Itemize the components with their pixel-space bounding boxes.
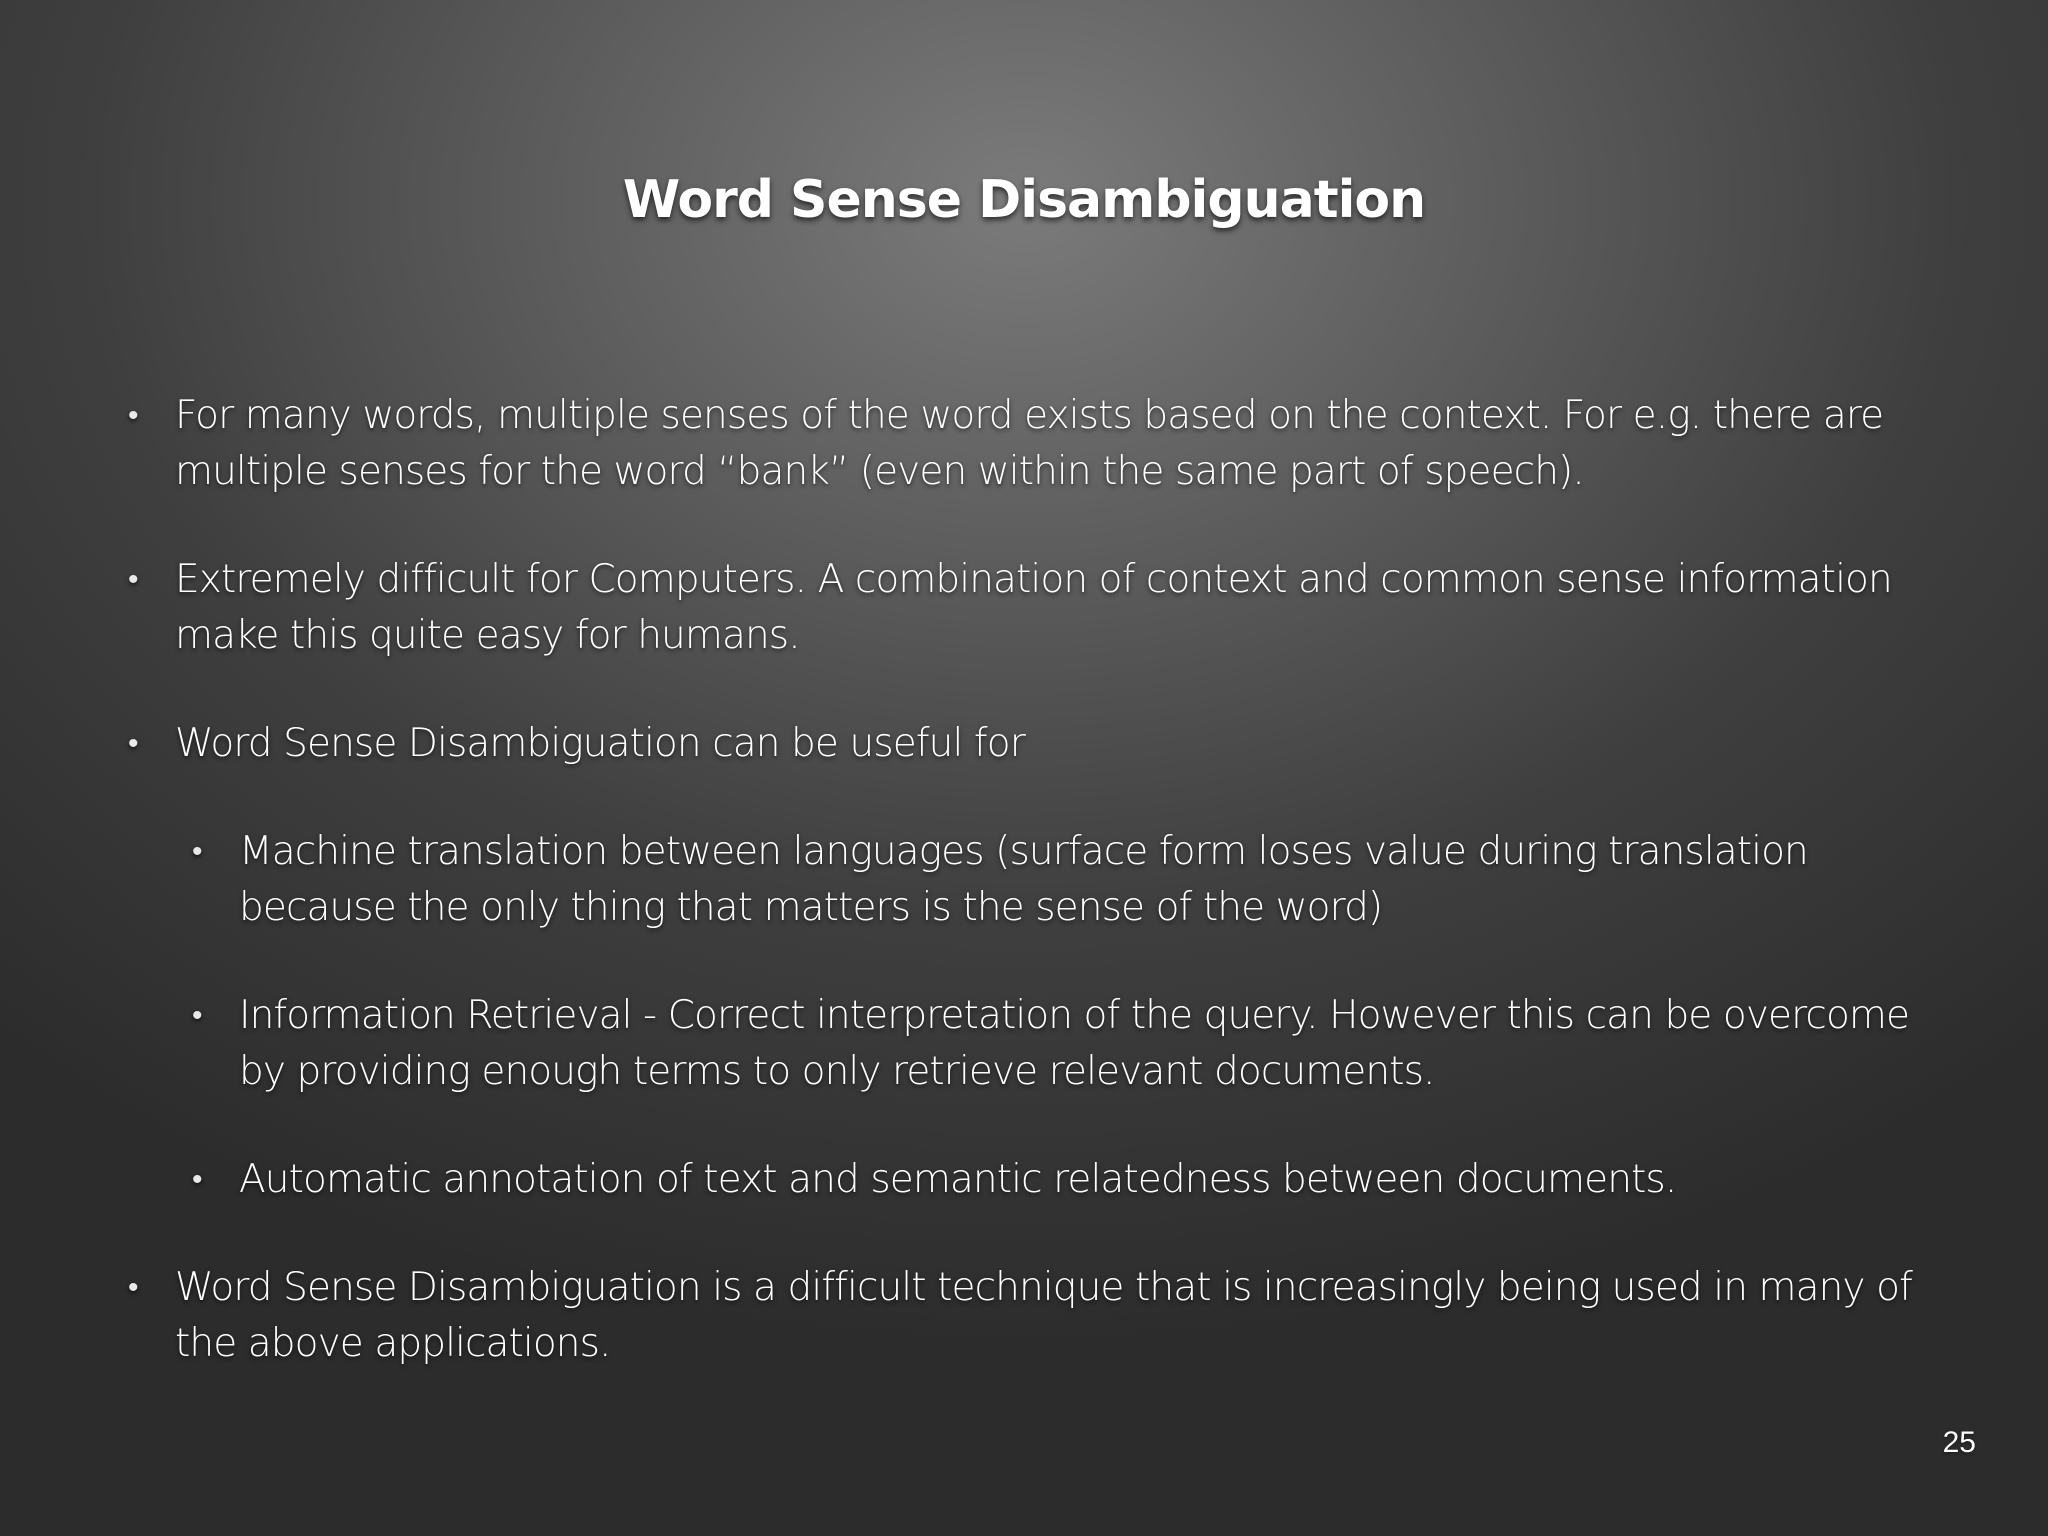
bullet-text: For many words, multiple senses of the word exists based on the context. For e.g. there are multiple senses for the word “bank” (even within the same part of speech).: [175, 393, 1884, 494]
bullet-dot-icon: •: [128, 1270, 138, 1305]
bullet-text: Extremely difficult for Computers. A combination of context and common sense information make this quite easy for humans.: [175, 557, 1892, 658]
sub-bullet-item: [128, 1152, 1938, 1208]
bullet-item: [128, 388, 1938, 500]
bullet-dot-icon: •: [192, 998, 202, 1033]
sub-bullet-item: [128, 824, 1938, 936]
bullet-text: Word Sense Disambiguation is a difficult technique that is increasingly being used in many of the above applications.: [175, 1265, 1912, 1366]
bullet-dot-icon: •: [128, 726, 138, 761]
bullet-list: [128, 388, 1938, 1424]
sub-bullet-text: Machine translation between languages (surface form loses value during translation because the only thing that matters is the sense of the word): [239, 829, 1808, 930]
sub-bullet-text: Automatic annotation of text and semantic relatedness between documents.: [239, 1157, 1677, 1202]
bullet-text: Word Sense Disambiguation can be useful for: [175, 721, 1025, 766]
bullet-dot-icon: •: [128, 562, 138, 597]
bullet-dot-icon: •: [128, 398, 138, 433]
sub-bullet-item: [128, 988, 1938, 1100]
bullet-dot-icon: •: [192, 834, 202, 869]
sub-bullet-text: Information Retrieval - Correct interpretation of the query. However this can be overcome by providing enough terms to only retrieve relevant documents.: [239, 993, 1910, 1094]
bullet-item: [128, 716, 1938, 772]
slide-title: Word Sense Disambiguation: [622, 170, 1426, 230]
bullet-item: [128, 1260, 1938, 1372]
bullet-dot-icon: •: [192, 1162, 202, 1197]
page-number: 25: [1942, 1426, 1976, 1459]
bullet-item: [128, 552, 1938, 664]
